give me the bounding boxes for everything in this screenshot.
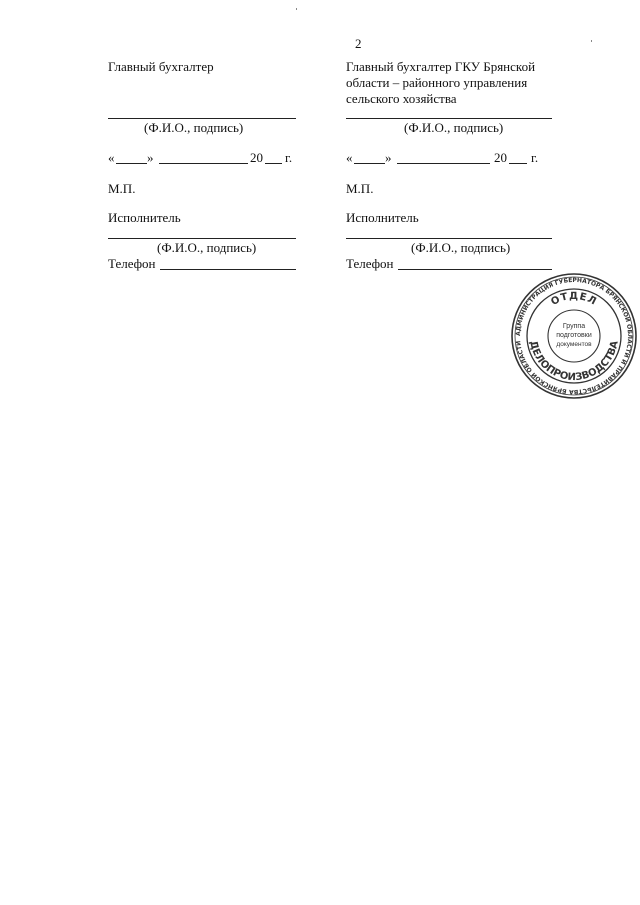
left-date-year-blank (265, 163, 282, 164)
left-stamp-place: М.П. (108, 181, 136, 196)
office-stamp (510, 272, 638, 400)
left-executor-line (108, 238, 296, 239)
scan-speck (591, 40, 592, 42)
right-executor-label: Исполнитель (346, 210, 419, 225)
stamp-bottom-text: ДЕЛОПРОИЗВОДСТВА (527, 339, 621, 384)
right-date-day-blank (354, 163, 385, 164)
left-phone-line (160, 269, 296, 270)
left-date-month-blank (159, 163, 248, 164)
page-number: 2 (355, 36, 362, 51)
left-date-year: 20 (250, 150, 263, 165)
left-date-close-quote: » (147, 150, 154, 165)
stamp-center-line-1: Группа (562, 323, 586, 330)
left-executor-label: Исполнитель (108, 210, 181, 225)
left-signature-caption: (Ф.И.О., подпись) (144, 120, 244, 135)
stamp-center-line-3: документов (556, 341, 592, 348)
right-position-line-3: сельского хозяйства (346, 91, 457, 106)
right-stamp-place: М.П. (346, 181, 374, 196)
stamp-top-text: ОТДЕЛ (549, 290, 599, 308)
right-signature-line (346, 118, 552, 119)
right-position-line-2: области – районного управления (346, 75, 528, 90)
right-date-close-quote: » (385, 150, 392, 165)
left-date-day-blank (116, 163, 147, 164)
right-phone-label: Телефон (346, 256, 394, 271)
right-position-line-1: Главный бухгалтер ГКУ Брянской (346, 59, 536, 74)
left-executor-caption: (Ф.И.О., подпись) (157, 240, 257, 255)
left-date-open-quote: « (108, 150, 115, 165)
scan-speck (296, 8, 297, 10)
stamp-center-line-2: подготовки (556, 332, 592, 339)
left-position-title: Главный бухгалтер (108, 59, 214, 74)
left-date-suffix: г. (285, 150, 293, 165)
right-date-year-blank (509, 163, 527, 164)
right-date-open-quote: « (346, 150, 353, 165)
right-signature-caption: (Ф.И.О., подпись) (404, 120, 504, 135)
right-date-year: 20 (494, 150, 507, 165)
left-signature-line (108, 118, 296, 119)
stamp-outer-ring-text: АДМИНИСТРАЦИЯ ГУБЕРНАТОРА БРЯНСКОЙ ОБЛАСТИ И ПРАВИТЕЛЬСТВА БРЯНСКОЙ ОБЛАСТИ (514, 276, 634, 396)
right-date-suffix: г. (531, 150, 539, 165)
right-phone-line (398, 269, 552, 270)
right-executor-line (346, 238, 552, 239)
left-phone-label: Телефон (108, 256, 156, 271)
right-executor-caption: (Ф.И.О., подпись) (411, 240, 511, 255)
right-date-month-blank (397, 163, 490, 164)
